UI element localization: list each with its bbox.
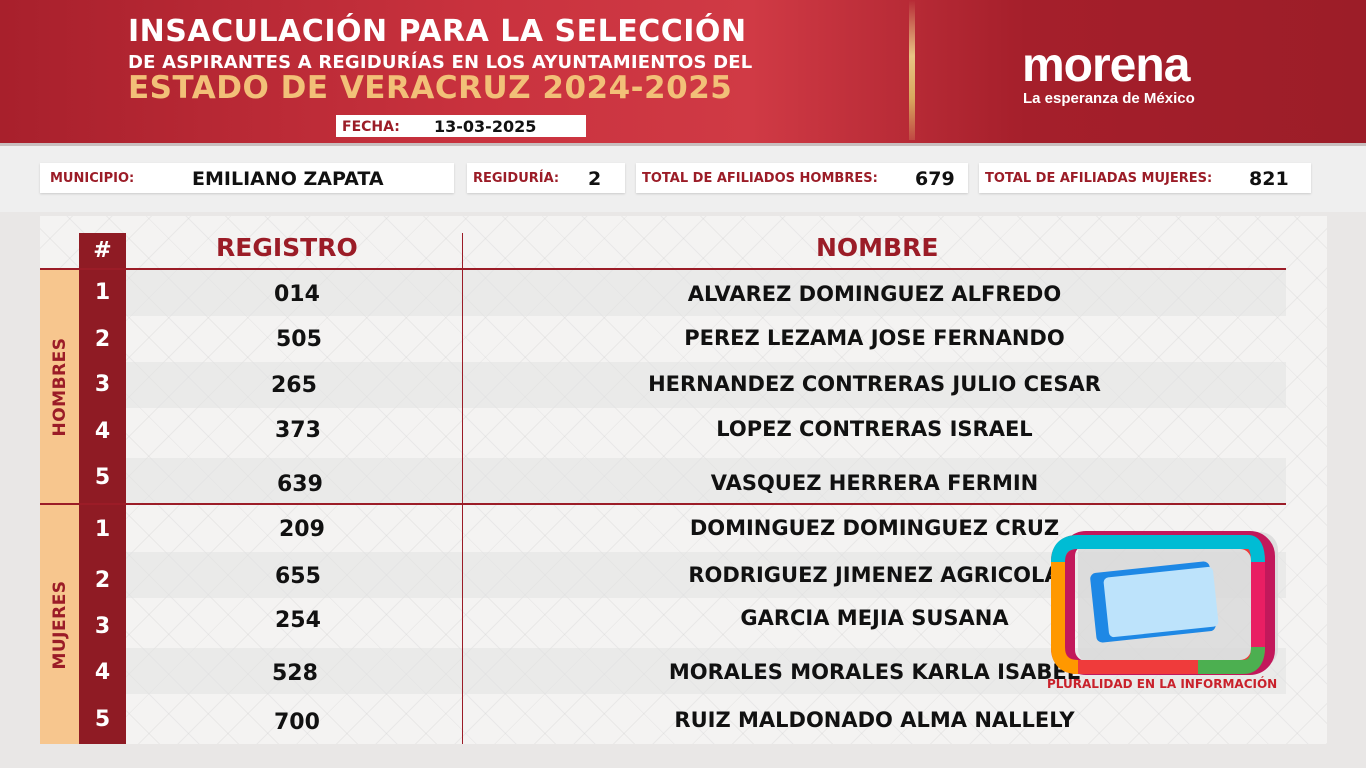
row-number: 3 xyxy=(94,614,111,639)
mujeres-total-label: TOTAL DE AFILIADAS MUJERES: xyxy=(985,171,1213,186)
row-nombre: VASQUEZ HERRERA FERMIN xyxy=(710,471,1039,495)
title-line-2: DE ASPIRANTES A REGIDURÍAS EN LOS AYUNTAMIENTOS DEL xyxy=(128,52,753,73)
row-registro: 373 xyxy=(275,418,321,443)
row-number: 5 xyxy=(94,707,111,732)
municipio-label: MUNICIPIO: xyxy=(50,171,135,186)
row-number: 1 xyxy=(94,280,111,305)
header-number: # xyxy=(93,238,112,263)
header-banner xyxy=(0,0,1366,146)
header-registro: REGISTRO xyxy=(216,233,358,262)
row-registro: 014 xyxy=(274,282,320,307)
row-registro: 254 xyxy=(275,608,321,633)
group-separator xyxy=(40,503,1286,505)
row-nombre: PEREZ LEZAMA JOSE FERNANDO xyxy=(684,326,1065,350)
row-registro: 639 xyxy=(277,472,323,497)
fecha-value: 13-03-2025 xyxy=(434,117,537,136)
row-nombre: RODRIGUEZ JIMENEZ AGRICOLA xyxy=(688,563,1061,587)
gold-divider xyxy=(909,0,915,140)
row-number: 4 xyxy=(94,419,111,444)
regiduria-box xyxy=(467,163,625,193)
mujeres-total-value: 821 xyxy=(1249,168,1289,190)
hombres-total-label: TOTAL DE AFILIADOS HOMBRES: xyxy=(642,171,878,186)
row-number: 2 xyxy=(94,568,111,593)
group-label-mujeres-text: MUJERES xyxy=(49,579,70,670)
header-underline xyxy=(40,268,1286,270)
row-nombre: DOMINGUEZ DOMINGUEZ CRUZ xyxy=(689,516,1060,540)
info-bar xyxy=(0,146,1366,212)
hombres-total-box xyxy=(636,163,968,193)
municipio-value: EMILIANO ZAPATA xyxy=(192,168,384,190)
group-label-mujeres xyxy=(40,505,79,744)
row-nombre: ALVAREZ DOMINGUEZ ALFREDO xyxy=(687,282,1062,306)
row-number: 1 xyxy=(94,517,111,542)
watermark-text: PLURALIDAD EN LA INFORMACIÓN xyxy=(1047,677,1278,691)
group-label-hombres xyxy=(40,270,79,503)
row-number: 4 xyxy=(94,660,111,685)
row-nombre: RUIZ MALDONADO ALMA NALLELY xyxy=(674,708,1075,732)
row-registro: 528 xyxy=(272,661,318,686)
regiduria-label: REGIDURÍA: xyxy=(473,171,560,186)
fecha-label: FECHA: xyxy=(342,119,400,135)
row-number: 2 xyxy=(94,327,111,352)
row-nombre: HERNANDEZ CONTRERAS JULIO CESAR xyxy=(648,372,1101,396)
hombres-total-value: 679 xyxy=(915,168,955,190)
row-nombre: LOPEZ CONTRERAS ISRAEL xyxy=(716,417,1033,441)
row-nombre: MORALES MORALES KARLA ISABEL xyxy=(668,660,1081,684)
fecha-box xyxy=(336,115,586,137)
row-registro: 505 xyxy=(276,327,322,352)
municipio-box xyxy=(40,163,454,193)
tv-channel-logo-icon xyxy=(1048,522,1288,697)
row-number: 5 xyxy=(94,465,111,490)
row-nombre: GARCIA MEJIA SUSANA xyxy=(740,606,1009,630)
row-registro: 655 xyxy=(275,564,321,589)
row-registro: 265 xyxy=(271,373,317,398)
row-registro: 700 xyxy=(274,710,320,735)
row-registro: 209 xyxy=(279,517,325,542)
logo-subtitle: La esperanza de México xyxy=(1023,90,1195,107)
header-nombre: NOMBRE xyxy=(816,233,939,262)
title-line-1: INSACULACIÓN PARA LA SELECCIÓN xyxy=(128,14,747,49)
morena-logo: morena xyxy=(1022,39,1190,92)
title-line-3: ESTADO DE VERACRUZ 2024-2025 xyxy=(128,70,733,106)
row-number: 3 xyxy=(94,372,111,397)
group-label-hombres-text: HOMBRES xyxy=(49,336,70,437)
regiduria-value: 2 xyxy=(588,168,602,190)
mujeres-total-box xyxy=(979,163,1311,193)
